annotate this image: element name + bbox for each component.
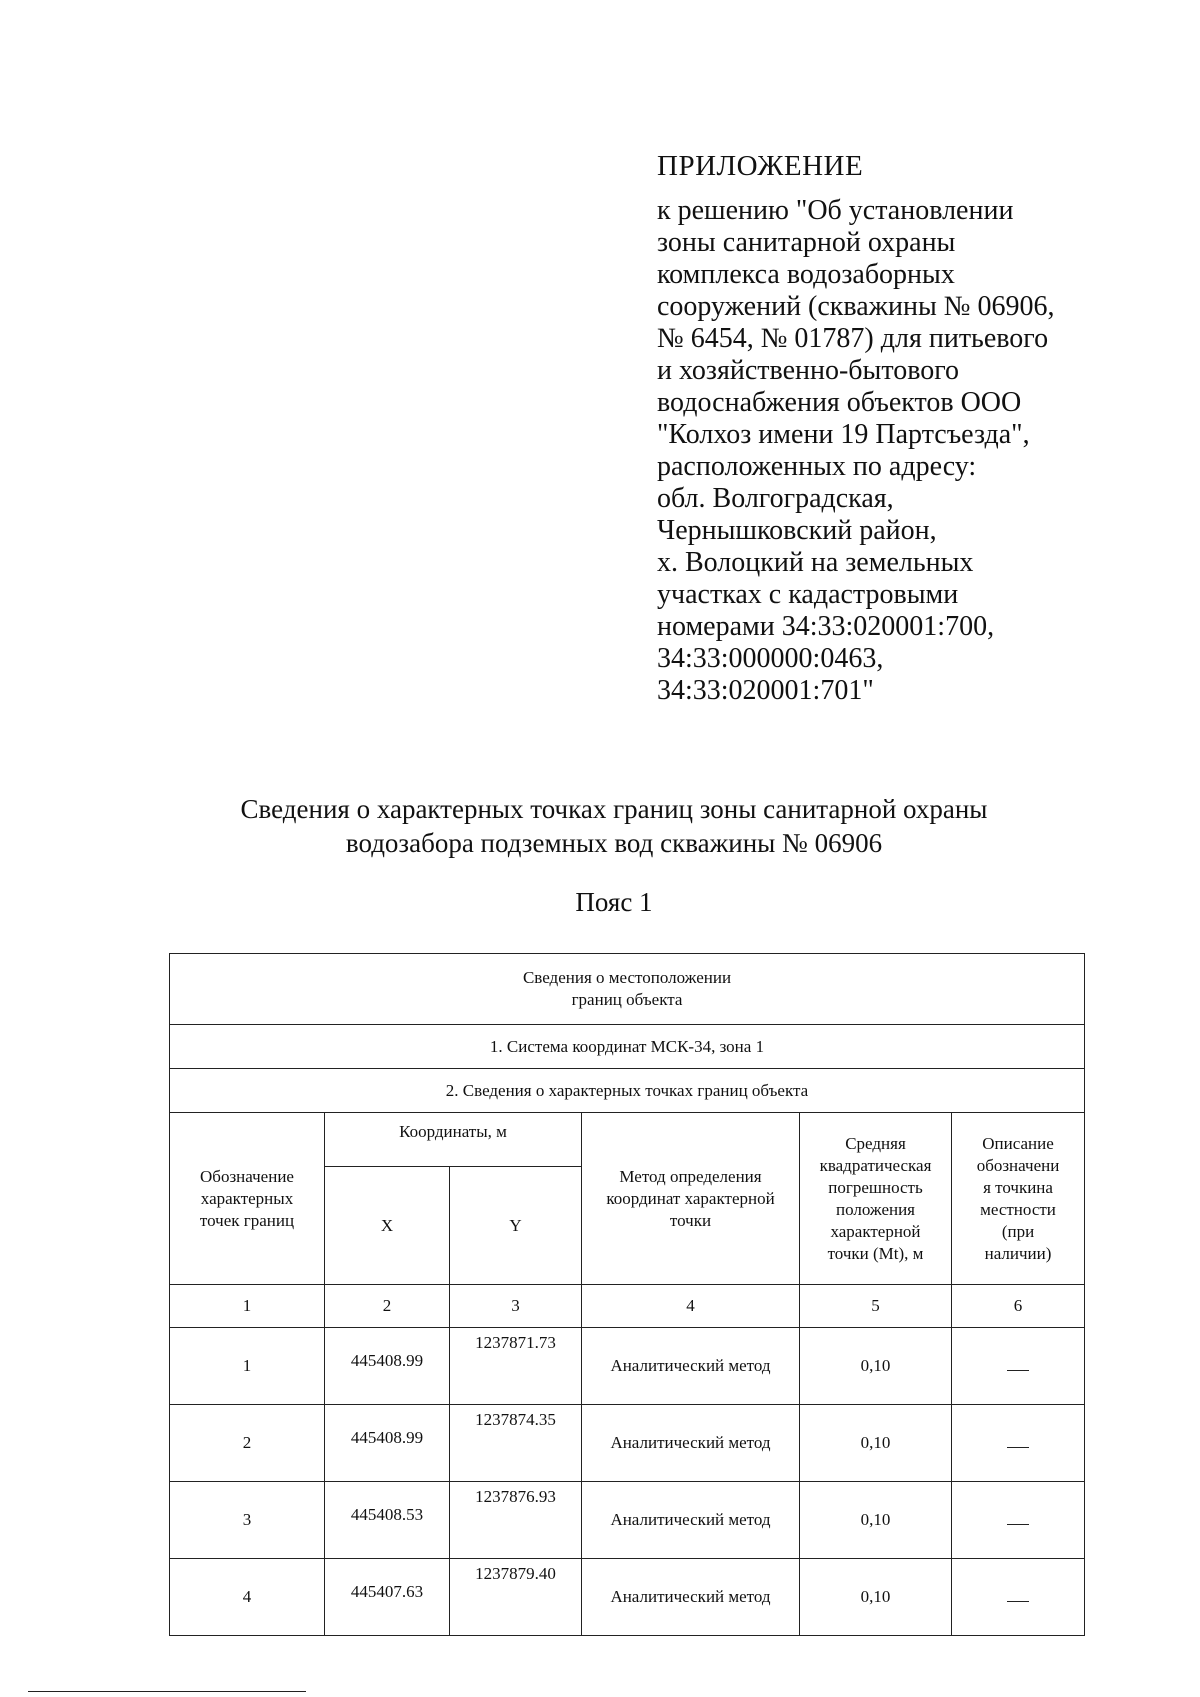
document-heading [0, 792, 1200, 860]
header-method [582, 1113, 800, 1285]
description-empty [952, 1559, 1085, 1636]
appendix-line: № 6454, № 01787) для питьевого [657, 323, 1049, 354]
header-line: характерной [830, 1221, 921, 1241]
dash-mark [1007, 1370, 1029, 1371]
x-coordinate: 445408.53 [325, 1482, 450, 1559]
column-number: 3 [450, 1285, 582, 1328]
header-point-designation [170, 1113, 325, 1285]
method: Аналитический метод [582, 1559, 800, 1636]
appendix-line: 34:33:020001:701" [657, 675, 874, 706]
appendix-title: ПРИЛОЖЕНИЕ [657, 150, 864, 182]
appendix-line: номерами 34:33:020001:700, [657, 611, 995, 642]
column-number: 2 [325, 1285, 450, 1328]
column-number: 1 [170, 1285, 325, 1328]
header-line: точек границ [199, 1210, 295, 1230]
section-title-line: Сведения о местоположении [522, 968, 732, 987]
header-description [952, 1113, 1085, 1285]
heading-line: Сведения о характерных точках границ зоны санитарной охраны [240, 794, 988, 824]
header-line: Обозначение [200, 1166, 294, 1186]
header-x: X [325, 1167, 450, 1285]
points-title-cell: 2. Сведения о характерных точках границ объекта [170, 1069, 1085, 1113]
header-line: характерных [200, 1188, 294, 1208]
appendix-line: водоснабжения объектов ООО [657, 387, 1022, 418]
column-number: 6 [952, 1285, 1085, 1328]
header-line: местности [980, 1199, 1056, 1219]
footnote-rule [28, 1691, 306, 1692]
appendix-line: к решению "Об установлении [657, 195, 1014, 226]
mean-error: 0,10 [800, 1482, 952, 1559]
y-coordinate: 1237871.73 [450, 1328, 582, 1405]
y-coordinate: 1237879.40 [450, 1559, 582, 1636]
appendix-line: и хозяйственно-бытового [657, 355, 960, 386]
table-row [170, 1482, 1085, 1559]
point-number: 2 [170, 1405, 325, 1482]
dash-mark [1007, 1447, 1029, 1448]
appendix-line: участках с кадастровыми [657, 579, 959, 610]
appendix-line: зоны санитарной охраны [657, 227, 956, 258]
header-line: погрешность [828, 1177, 923, 1197]
header-line: точки [669, 1210, 712, 1230]
coord-system-cell: 1. Система координат МСК-34, зона 1 [170, 1025, 1085, 1069]
column-number: 5 [800, 1285, 952, 1328]
header-line: наличии) [984, 1243, 1052, 1263]
appendix-line: Чернышковский район, [657, 515, 937, 546]
header-coordinates: Координаты, м [325, 1113, 582, 1167]
header-line: обозначени [976, 1155, 1060, 1175]
table-row [170, 1328, 1085, 1405]
appendix-line: обл. Волгоградская, [657, 483, 894, 514]
heading-line: водозабора подземных вод скважины № 06906 [345, 828, 883, 858]
table-row [170, 1405, 1085, 1482]
method: Аналитический метод [582, 1405, 800, 1482]
header-line: точки (Mt), м [827, 1243, 924, 1263]
header-line: Средняя [845, 1133, 906, 1153]
method: Аналитический метод [582, 1482, 800, 1559]
x-coordinate: 445408.99 [325, 1405, 450, 1482]
description-empty [952, 1405, 1085, 1482]
point-number: 3 [170, 1482, 325, 1559]
table-row [170, 1559, 1085, 1636]
dash-mark [1007, 1601, 1029, 1602]
appendix-line: х. Волоцкий на земельных [657, 547, 974, 578]
header-line: Описание [982, 1133, 1054, 1153]
description-empty [952, 1482, 1085, 1559]
header-line: Метод определения [619, 1166, 762, 1186]
point-number: 4 [170, 1559, 325, 1636]
header-line: квадратическая [819, 1155, 932, 1175]
header-line: (при [1001, 1221, 1035, 1241]
header-line: координат характерной [606, 1188, 775, 1208]
x-coordinate: 445407.63 [325, 1559, 450, 1636]
table-section-title [170, 954, 1085, 1025]
dash-mark [1007, 1524, 1029, 1525]
appendix-line: расположенных по адресу: [657, 451, 977, 482]
section-title-line: границ объекта [571, 990, 683, 1009]
coordinates-table [169, 953, 1085, 1636]
mean-error: 0,10 [800, 1559, 952, 1636]
belt-title: Пояс 1 [575, 887, 653, 917]
column-number: 4 [582, 1285, 800, 1328]
description-empty [952, 1328, 1085, 1405]
y-coordinate: 1237874.35 [450, 1405, 582, 1482]
appendix-block [657, 150, 1077, 707]
header-line: я точкина [983, 1177, 1053, 1197]
y-coordinate: 1237876.93 [450, 1482, 582, 1559]
appendix-line: сооружений (скважины № 06906, [657, 291, 1055, 322]
header-y: Y [450, 1167, 582, 1285]
appendix-line: 34:33:000000:0463, [657, 643, 884, 674]
mean-error: 0,10 [800, 1405, 952, 1482]
appendix-line: комплекса водозаборных [657, 259, 955, 290]
method: Аналитический метод [582, 1328, 800, 1405]
mean-error: 0,10 [800, 1328, 952, 1405]
header-line: положения [835, 1199, 915, 1219]
x-coordinate: 445408.99 [325, 1328, 450, 1405]
header-mean-error [800, 1113, 952, 1285]
appendix-line: "Колхоз имени 19 Партсъезда", [657, 419, 1030, 450]
point-number: 1 [170, 1328, 325, 1405]
